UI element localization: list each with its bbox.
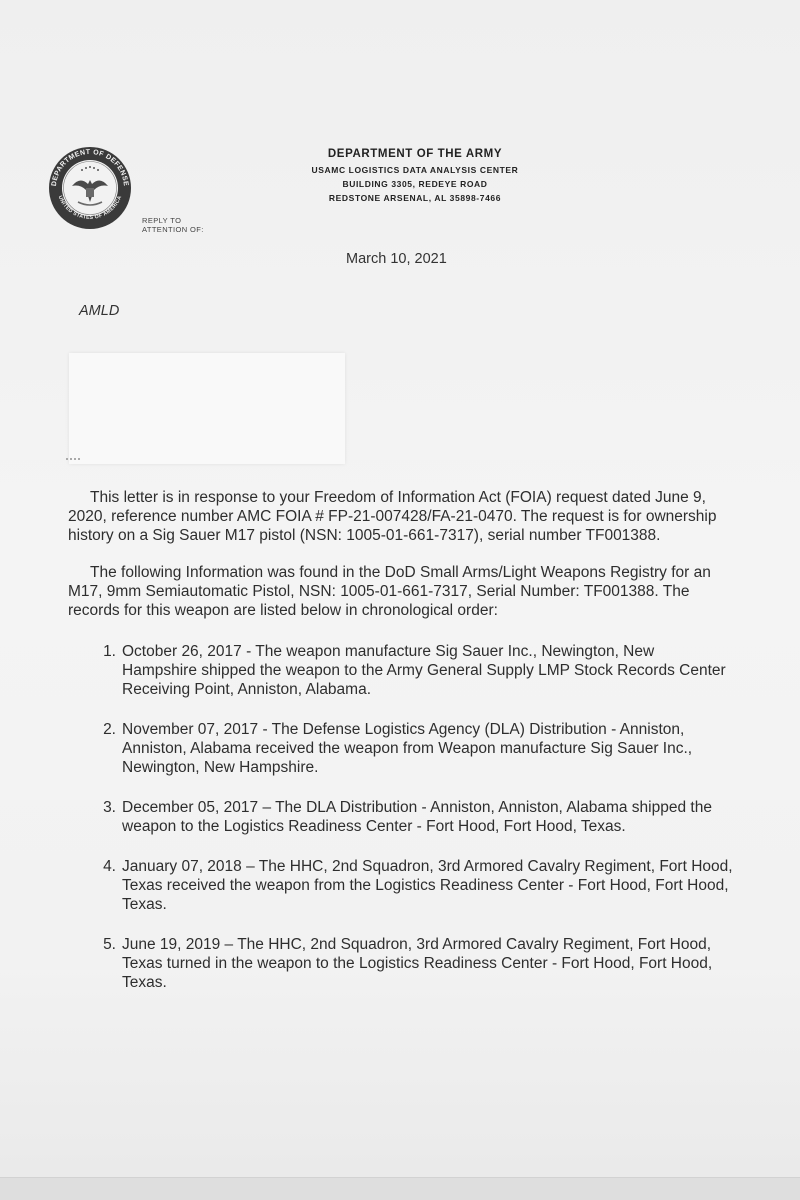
record-number: 1.: [103, 643, 116, 660]
record-number: 3.: [103, 799, 116, 816]
attention-of-line: ATTENTION OF:: [142, 225, 204, 234]
record-text: November 07, 2017 - The Defense Logistics Agency (DLA) Distribution - Anniston, Anniston, Alabama received the weapon from Weapon manufacture Sig Sauer Inc., Newington, New Hampshire.: [122, 721, 693, 776]
seal-bottom-text: UNITED STATES OF AMERICA: [56, 194, 124, 221]
letterhead-line: BUILDING 3305, REDEYE ROAD: [342, 179, 488, 189]
record-number: 2.: [103, 721, 116, 738]
seal-top-text: DEPARTMENT OF DEFENSE: [50, 148, 130, 187]
redaction-residue: [66, 458, 80, 466]
body-paragraph: This letter is in response to your Freedom of Information Act (FOIA) request dated June 9, 2020, reference number AMC FOIA # FP-21-007428/FA-21-0470. The request is for ownership history on a Sig Sauer M17 pistol (NSN: 1005-01-661-7317), serial number TF001388.: [68, 489, 717, 544]
letterhead-organization: DEPARTMENT OF THE ARMY: [327, 148, 503, 160]
list-item: [68, 720, 733, 777]
record-text: December 05, 2017 – The DLA Distribution - Anniston, Anniston, Alabama shipped the weapon to the Logistics Readiness Center - Fort Hood, Fort Hood, Texas.: [122, 799, 712, 835]
letter-body: [68, 488, 733, 1013]
record-text: June 19, 2019 – The HHC, 2nd Squadron, 3rd Armored Cavalry Regiment, Fort Hood, Texas turned in the weapon to the Logistics Readiness Center - Fort Hood, Fort Hood, Texas.: [122, 936, 713, 991]
body-paragraph: The following Information was found in the DoD Small Arms/Light Weapons Registry for an M17, 9mm Semiautomatic Pistol, NSN: 1005-01-661-7317, Serial Number: TF001388. The records for this weapon are listed below in chronological order:: [68, 564, 711, 619]
page-bottom-edge: [0, 1177, 800, 1200]
list-item: [68, 798, 733, 836]
letterhead-line: USAMC LOGISTICS DATA ANALYSIS CENTER: [311, 165, 519, 175]
record-text: January 07, 2018 – The HHC, 2nd Squadron, 3rd Armored Cavalry Regiment, Fort Hood, Texas received the weapon from the Logistics Readiness Center - Fort Hood, Fort Hood, Texas.: [122, 858, 733, 913]
weapon-records-list: [68, 642, 733, 992]
letter-date: March 10, 2021: [346, 251, 447, 267]
record-number: 5.: [103, 936, 116, 953]
reply-to-label: [142, 216, 204, 234]
list-item: [68, 935, 733, 992]
department-of-defense-seal-icon: [44, 146, 136, 230]
seal-graphic: [44, 146, 136, 230]
record-text: October 26, 2017 - The weapon manufacture Sig Sauer Inc., Newington, New Hampshire shipped the weapon to the Army General Supply LMP Stock Records Center Receiving Point, Anniston, Alabama.: [122, 643, 726, 698]
office-symbol: AMLD: [79, 303, 120, 319]
letterhead: [280, 148, 550, 205]
list-item: [68, 857, 733, 914]
letterhead-line: REDSTONE ARSENAL, AL 35898-7466: [328, 193, 502, 203]
redacted-address-block: [69, 353, 345, 464]
list-item: [68, 642, 733, 699]
reply-to-line: REPLY TO: [142, 216, 182, 225]
record-number: 4.: [103, 858, 116, 875]
